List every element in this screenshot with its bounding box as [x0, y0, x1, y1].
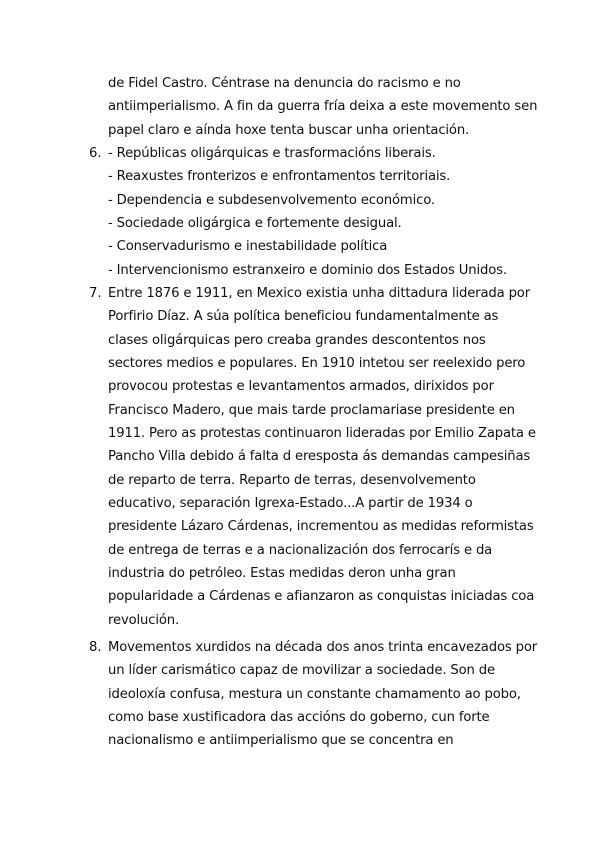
text-line: Francisco Madero, que mais tarde proclamariase presidente en: [108, 403, 515, 418]
text-line: un líder carismático capaz de movilizar a sociedade. Son de: [108, 663, 495, 678]
text-line: popularidade a Cárdenas e afianzaron as conquistas iniciadas coa: [108, 589, 535, 604]
text-line: Entre 1876 e 1911, en Mexico existia unha dittadura liderada por: [108, 286, 530, 301]
text-line: de entrega de terras e a nacionalización dos ferrocarís e da: [108, 543, 493, 558]
text-line: - Dependencia e subdesenvolvemento económico.: [108, 193, 435, 208]
text-line: Movementos xurdidos na década dos anos trinta encavezados por: [108, 640, 538, 655]
text-line: clases oligárquicas pero creaba grandes descontentos nos: [108, 333, 486, 348]
text-line: - Conservadurismo e inestabilidade política: [108, 239, 388, 254]
text-line: ideoloxía confusa, mestura un constante chamamento ao pobo,: [108, 687, 521, 702]
text-line: industria do petróleo. Estas medidas deron unha gran: [108, 566, 456, 581]
text-line: educativo, separación Igrexa-Estado...A partir de 1934 o: [108, 496, 473, 511]
text-line: presidente Lázaro Cárdenas, incrementou as medidas reformistas: [108, 519, 534, 534]
list-number: 7.: [89, 286, 102, 301]
text-line: provocou protestas e levantamentos armados, dirixidos por: [108, 379, 494, 394]
text-line: sectores medios e populares. En 1910 intetou ser reelexido pero: [108, 356, 526, 371]
text-line: - Reaxustes fronterizos e enfrontamentos territoriais.: [108, 169, 451, 184]
list-number: 6.: [89, 146, 102, 161]
text-line: - Sociedade oligárgica e fortemente desigual.: [108, 216, 402, 231]
list-number: 8.: [89, 640, 102, 655]
text-line: de Fidel Castro. Céntrase na denuncia do racismo e no: [108, 76, 461, 91]
text-line: antiimperialismo. A fin da guerra fría deixa a este movemento sen: [108, 99, 538, 114]
text-line: 1911. Pero as protestas continuaron lideradas por Emilio Zapata e: [108, 426, 536, 441]
text-line: - Intervencionismo estranxeiro e dominio dos Estados Unidos.: [108, 263, 507, 278]
text-line: revolución.: [108, 613, 180, 628]
text-line: Porfirio Díaz. A súa política beneficiou fundamentalmente as: [108, 309, 499, 324]
text-line: Pancho Villa debido á falta d eresposta ás demandas campesiñas: [108, 449, 531, 464]
text-line: de reparto de terra. Reparto de terras, desenvolvemento: [108, 473, 476, 488]
text-line: como base xustificadora das accións do goberno, cun forte: [108, 710, 490, 725]
text-line: papel claro e aínda hoxe tenta buscar unha orientación.: [108, 123, 470, 138]
text-line: nacionalismo e antiimperialismo que se concentra en: [108, 733, 454, 748]
text-line: - Repúblicas oligárquicas e trasformacións liberais.: [108, 146, 436, 161]
